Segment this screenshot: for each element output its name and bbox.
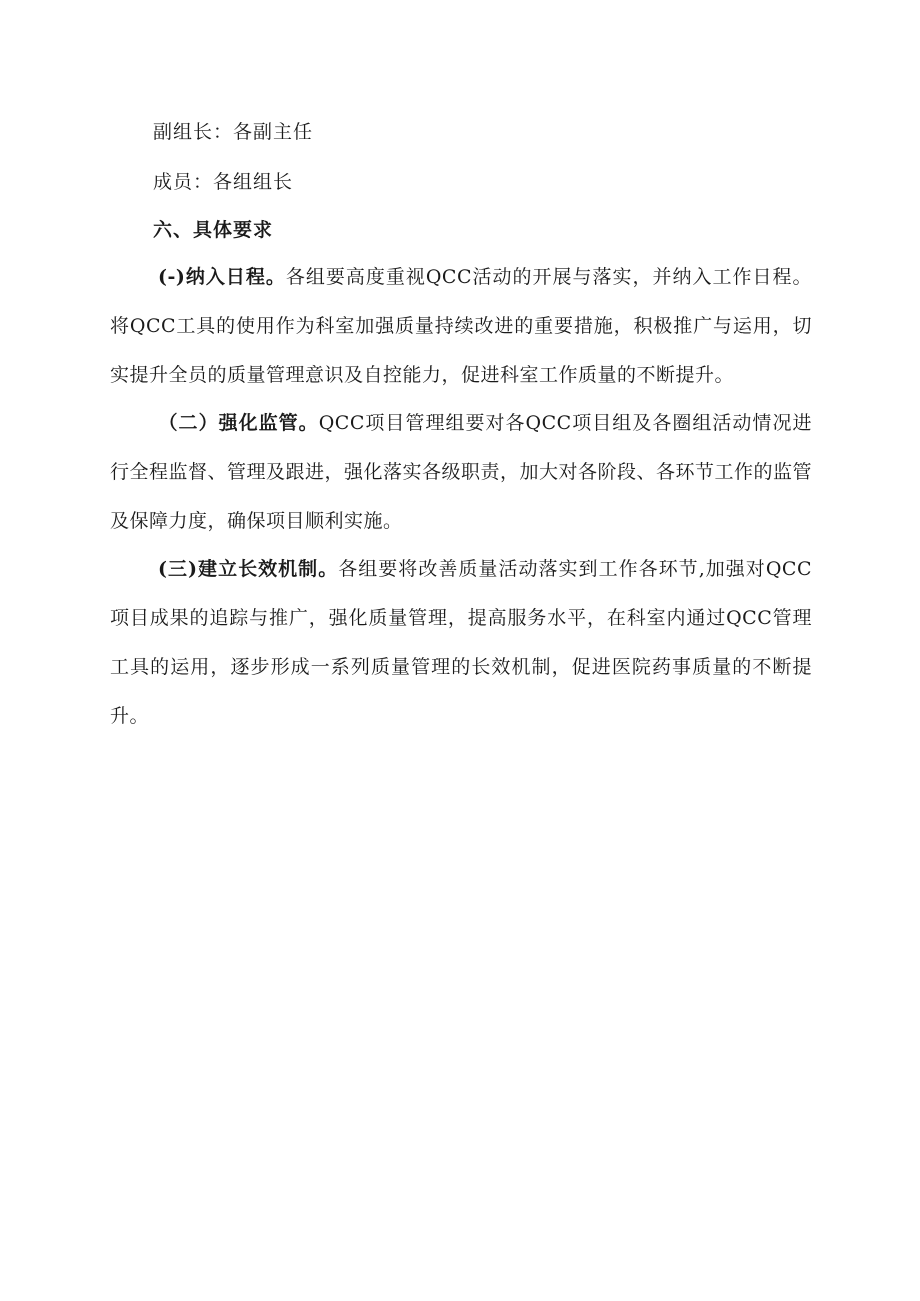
paragraph-1-body: 各组要高度重视QCC活动的开展与落实，并纳入工作日程。将QCC工具的使用作为科室加强质量持续改进的重要措施，积极推广与运用，切实提升全员的质量管理意识及自控能力，促进科室工作质量的不断提升。 bbox=[110, 266, 812, 386]
deputy-leader-line: 副组长：各副主任 bbox=[153, 121, 314, 143]
section-heading: 六、具体要求 bbox=[153, 219, 274, 241]
paragraph-2-lead: （二）强化监管。 bbox=[158, 412, 319, 434]
paragraph-2 bbox=[110, 399, 812, 546]
paragraph-1-lead: (-)纳入日程。 bbox=[158, 266, 286, 288]
paragraph-3-lead: (三)建立长效机制。 bbox=[158, 558, 339, 580]
paragraph-3-body: 各组要将改善质量活动落实到工作各环节,加强对QCC项目成果的追踪与推广，强化质量管理，提高服务水平，在科室内通过QCC管理工具的运用，逐步形成一系列质量管理的长效机制，促进医院药事质量的不断提升。 bbox=[110, 558, 812, 727]
paragraph-3 bbox=[110, 545, 812, 741]
members-line: 成员：各组组长 bbox=[153, 171, 294, 193]
paragraph-2-body: QCC项目管理组要对各QCC项目组及各圈组活动情况进行全程监督、管理及跟进，强化落实各级职责，加大对各阶段、各环节工作的监管及保障力度，确保项目顺利实施。 bbox=[110, 412, 813, 532]
paragraph-1 bbox=[110, 253, 812, 400]
